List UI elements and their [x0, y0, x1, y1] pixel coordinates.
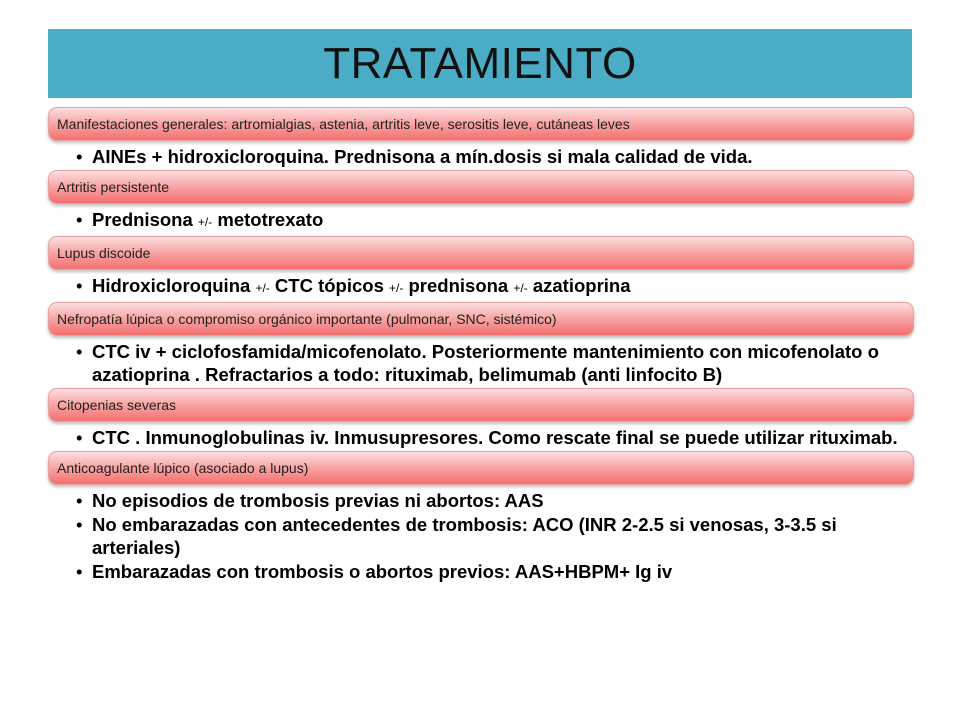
section-anticoagulante: [48, 451, 914, 583]
item-list: [48, 274, 914, 300]
title-bar: [48, 29, 912, 98]
list-item: • No episodios de trombosis previas ni abortos: AAS: [76, 489, 914, 512]
section-lupus-discoide: [48, 236, 914, 300]
item-list: [48, 208, 914, 234]
section-header: Citopenias severas: [48, 388, 914, 422]
section-header: Lupus discoide: [48, 236, 914, 270]
page-title: TRATAMIENTO: [323, 38, 637, 88]
list-item: • CTC . Inmunoglobulinas iv. Inmusupresores. Como rescate final se puede utilizar rituximab.: [76, 426, 914, 449]
list-item: • Hidroxicloroquina +/- CTC tópicos +/- prednisona +/- azatioprina: [76, 274, 914, 300]
section-header: Nefropatía lúpica o compromiso orgánico importante (pulmonar, SNC, sistémico): [48, 302, 914, 336]
section-header: Artritis persistente: [48, 170, 914, 204]
section-nefropatia: [48, 302, 914, 386]
list-item: • Embarazadas con trombosis o abortos previos: AAS+HBPM+ Ig iv: [76, 560, 914, 583]
list-item: • CTC iv + ciclofosfamida/micofenolato. Posteriormente mantenimiento con micofenolato o azatioprina . Refractarios a todo: rituximab, belimumab (anti linfocito B): [76, 340, 914, 386]
item-list: [48, 489, 914, 583]
section-general: [48, 107, 914, 168]
item-list: [48, 340, 914, 386]
section-header: Manifestaciones generales: artromialgias, astenia, artritis leve, serositis leve, cutáneas leves: [48, 107, 914, 141]
content: [48, 107, 914, 585]
section-artritis: [48, 170, 914, 234]
item-list: [48, 145, 914, 168]
list-item: • Prednisona +/- metotrexato: [76, 208, 914, 234]
section-header: Anticoagulante lúpico (asociado a lupus): [48, 451, 914, 485]
list-item: • AINEs + hidroxicloroquina. Prednisona a mín.dosis si mala calidad de vida.: [76, 145, 914, 168]
list-item: • No embarazadas con antecedentes de trombosis: ACO (INR 2-2.5 si venosas, 3-3.5 si arteriales): [76, 513, 914, 559]
section-citopenias: [48, 388, 914, 449]
item-list: [48, 426, 914, 449]
